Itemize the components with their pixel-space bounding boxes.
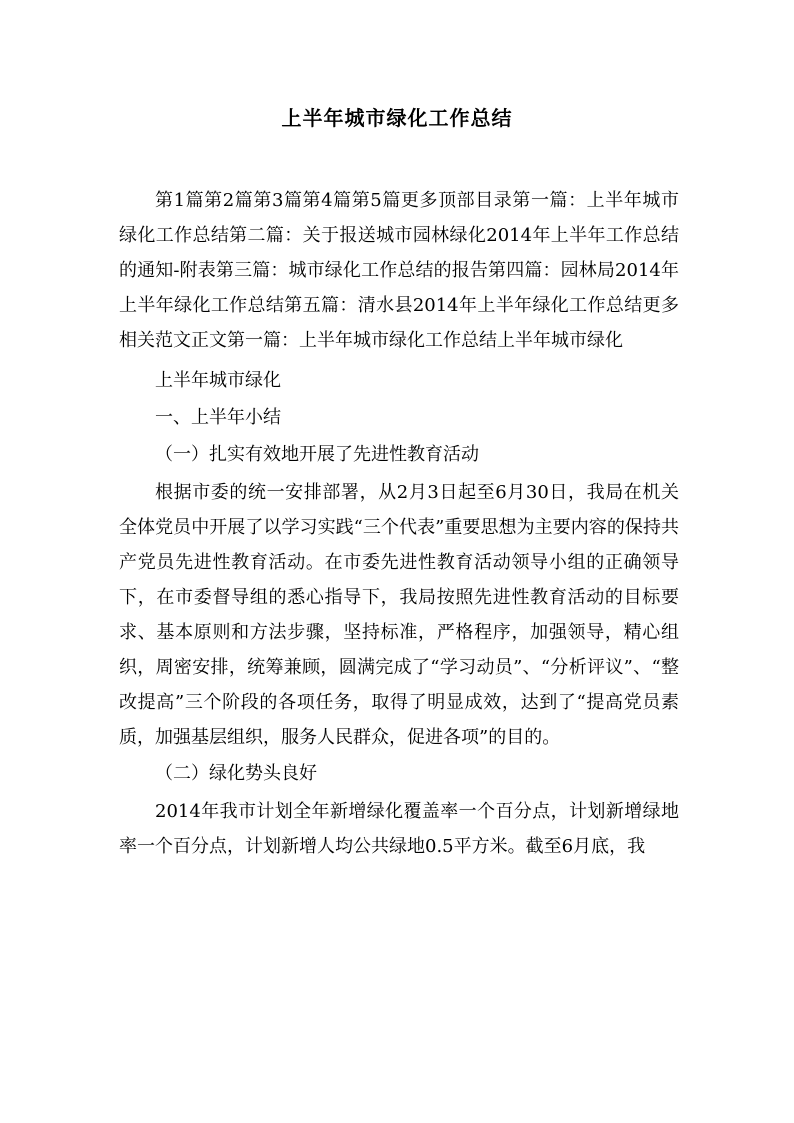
document-title: 上半年城市绿化工作总结 (281, 106, 513, 130)
subsection-heading-education: （一）扎实有效地开展了先进性教育活动 (155, 444, 479, 465)
intro-paragraph: 第1篇第2篇第3篇第4篇第5篇更多顶部目录第一篇：上半年城市绿化工作总结第二篇：关于报送城市园林绿化2014年上半年工作总结的通知-附表第三篇：城市绿化工作总结的报告第四篇：园林局2014年上半年绿化工作总结第五篇：清水县2014年上半年绿化工作总结更多相关范文正文第一篇：上半年城市绿化工作总结上半年城市绿化 (119, 190, 679, 351)
education-paragraph: 根据市委的统一安排部署，从2月3日起至6月30日，我局在机关全体党员中开展了以学习实践“三个代表”重要思想为主要内容的保持共产党员先进性教育活动。在市委先进性教育活动领导小组的正确领导下，在市委督导组的悉心指导下，我局按照先进性教育活动的目标要求、基本原则和方法步骤，坚持标准，严格程序，加强领导，精心组织，周密安排，统筹兼顾，圆满完成了“学习动员”、“分析评议”、“整改提高”三个阶段的各项任务，取得了明显成效，达到了“提高党员素质，加强基层组织，服务人民群众，促进各项”的目的。 (119, 482, 679, 748)
section-heading-summary: 一、上半年小结 (155, 407, 281, 428)
document-body (119, 183, 679, 864)
subsection-heading-trend: （二）绿化势头良好 (155, 763, 317, 784)
greening-paragraph: 2014年我市计划全年新增绿化覆盖率一个百分点，计划新增绿地率一个百分点，计划新增人均公共绿地0.5平方米。截至6月底，我 (119, 801, 679, 857)
section-heading-greening: 上半年城市绿化 (155, 370, 281, 391)
